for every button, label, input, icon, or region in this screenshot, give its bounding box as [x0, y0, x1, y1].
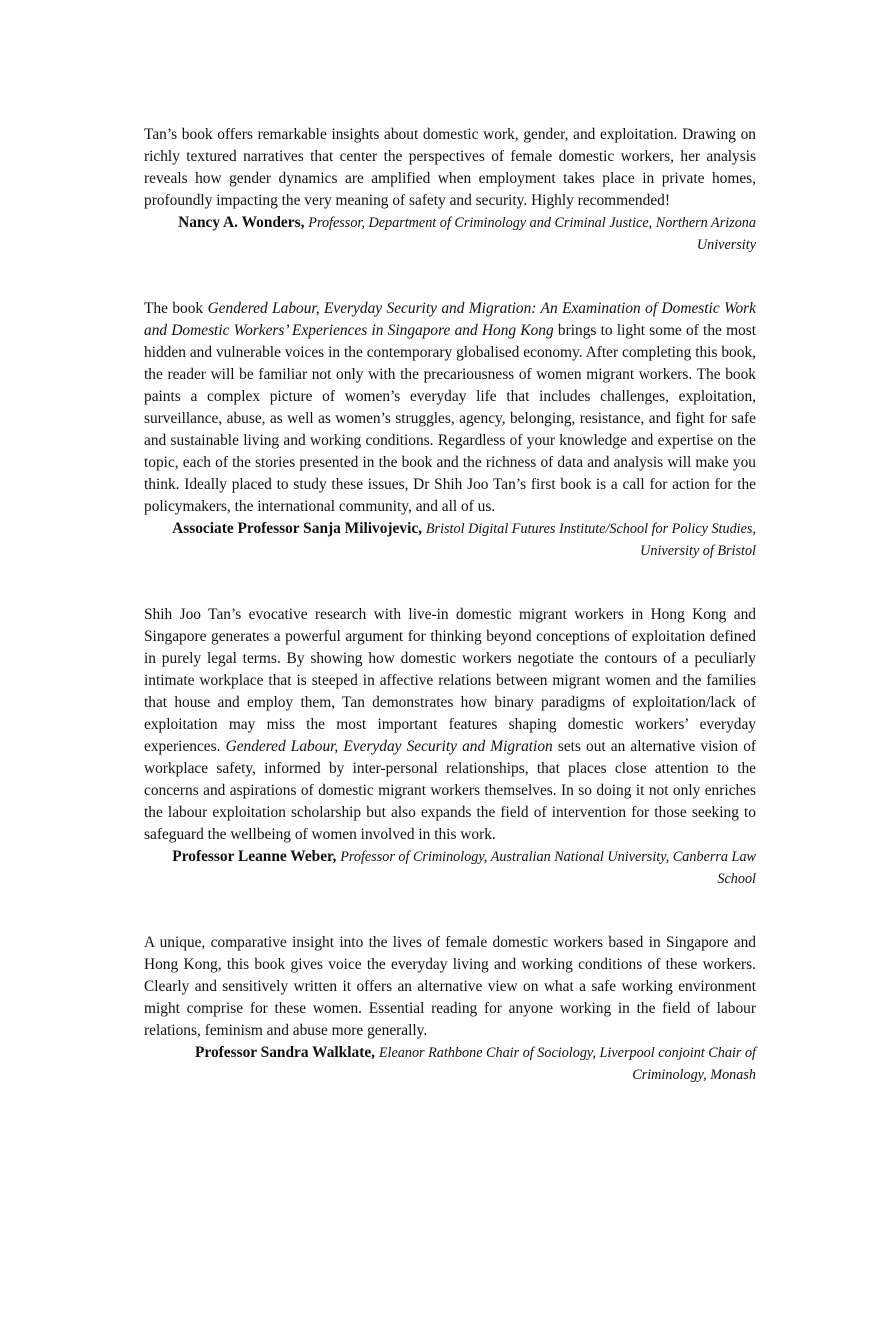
endorsement-text-rest: brings to light some of the most hidden and vulnerable voices in the contemporary globalised economy. After completing this book, the reader will be familiar not only with the precariousness of women migrant workers. The book paints a complex picture of women’s everyday life that includes challenges, exploitation, surveillance, abuse, as well as women’s struggles, agency, belonging, resistance, and fight for safe and sustainable living and working conditions. Regardless of your knowledge and expertise on the topic, each of the stories presented in the book and the richness of data and analysis will make you think. Ideally placed to study these issues, Dr Shih Joo Tan’s first book is a call for action for the policymakers, the international community, and all of us. [144, 322, 756, 515]
endorsement-text-rest: sets out an alternative vision of workplace safety, informed by inter-personal relationships, that places close attention to the concerns and aspirations of domestic migrant workers themselves. In so doing it not only enriches the labour exploitation scholarship but also expands the field of intervention for those seeking to safeguard the wellbeing of women involved in this work. [144, 738, 757, 843]
endorsement-text: Tan’s book offers remarkable insights about domestic work, gender, and exploitation. Drawing on richly textured narratives that center the perspectives of female domestic workers, her analysis reveals how gender dynamics are amplified when employment takes place in private homes, profoundly impacting the very meaning of safety and security. Highly recommended! [144, 126, 756, 209]
endorser-name: Nancy A. Wonders, [178, 214, 305, 231]
endorsement-attribution [144, 518, 756, 562]
endorser-name: Professor Leanne Weber, [172, 848, 337, 865]
endorser-role: Professor, Department of Criminology and Criminal Justice, Northern Arizona University [308, 215, 756, 253]
endorsement-2 [144, 298, 756, 562]
endorsement-text-intro: Shih Joo Tan’s evocative research with live-in domestic migrant workers in Hong Kong and Singapore generates a powerful argument for thinking beyond conceptions of exploitation defined in purely legal terms. By showing how domestic workers negotiate the contours of a peculiarly intimate workplace that is steeped in affective relations between migrant women and the families that house and employ them, Tan demonstrates how binary paradigms of exploitation/lack of exploitation may miss the most important features shaping domestic workers’ everyday experiences. [144, 606, 756, 755]
endorsement-attribution [144, 1042, 756, 1086]
book-title: Gendered Labour, Everyday Security and Migration: An Examination of Domestic Work and Domestic Workers’ Experiences in Singapore and Hong Kong [144, 300, 757, 339]
endorsements-page [144, 124, 756, 1128]
endorsement-attribution [144, 846, 756, 890]
endorser-name: Professor Sandra Walklate, [195, 1044, 375, 1061]
book-title: Gendered Labour, Everyday Security and Migration [225, 738, 553, 755]
endorsement-1 [144, 124, 756, 256]
endorsement-3 [144, 604, 756, 890]
endorsement-text [144, 298, 756, 518]
endorsement-text [144, 604, 756, 846]
endorser-role: Professor of Criminology, Australian National University, Canberra Law School [340, 849, 756, 887]
endorser-name: Associate Professor Sanja Milivojevic, [172, 520, 423, 537]
endorser-role: Eleanor Rathbone Chair of Sociology, Liverpool conjoint Chair of Criminology, Monash [378, 1045, 756, 1083]
endorsement-text: A unique, comparative insight into the lives of female domestic workers based in Singapore and Hong Kong, this book gives voice the everyday living and working conditions of these workers. Clearly and sensitively written it offers an alternative view on what a safe working environment might comprise for these women. Essential reading for anyone working in the field of labour relations, feminism and abuse more generally. [144, 934, 756, 1039]
endorsement-4 [144, 932, 756, 1086]
endorsement-text-intro: The book [144, 300, 208, 317]
endorsement-attribution [144, 212, 756, 256]
endorser-role: Bristol Digital Futures Institute/School for Policy Studies, University of Bristol [425, 521, 756, 559]
